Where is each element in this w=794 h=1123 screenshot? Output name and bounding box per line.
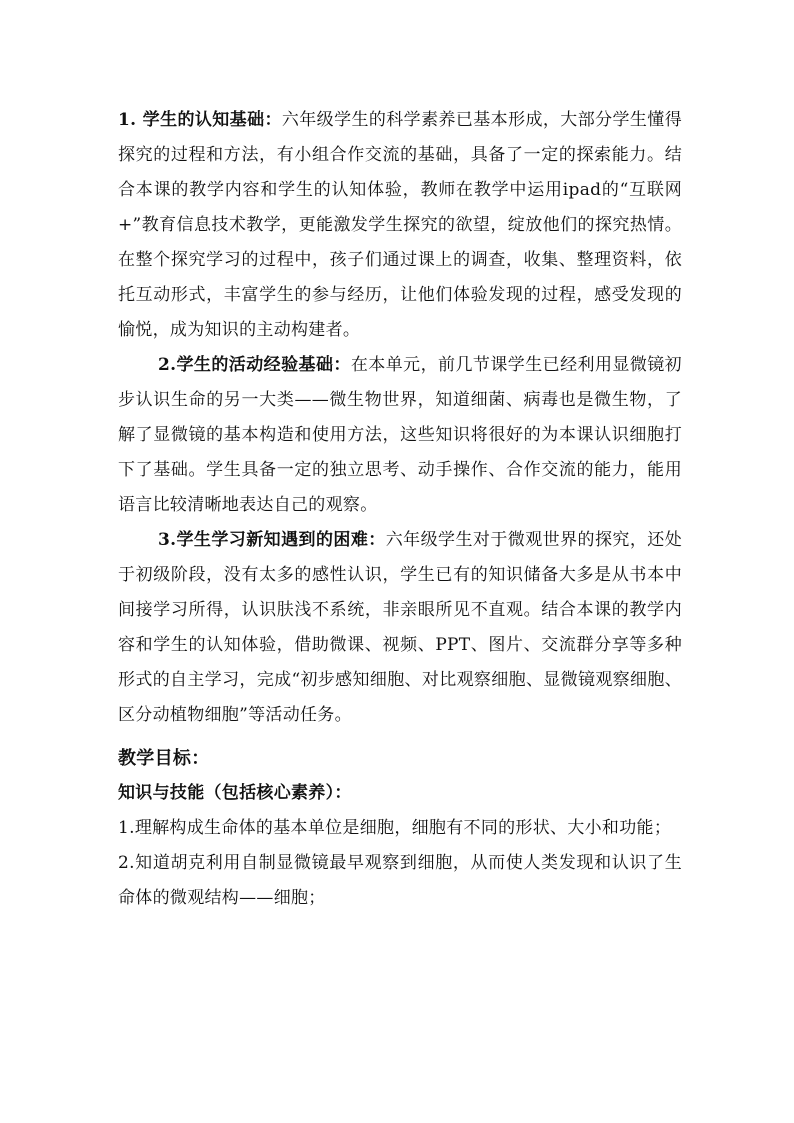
paragraph-learning-difficulties xyxy=(118,523,682,733)
paragraph-cognitive-basis xyxy=(118,103,682,348)
paragraph-label: 1. 学生的认知基础： xyxy=(118,110,282,130)
paragraph-text: 六年级学生的科学素养已基本形成，大部分学生懂得探究的过程和方法，有小组合作交流的基础，具备了一定的探索能力。结合本课的教学内容和学生的认知体验，教师在教学中运用ipad的“互联网+”教育信息技术教学，更能激发学生探究的欲望，绽放他们的探究热情。在整个探究学习的过程中，孩子们通过课上的调查，收集、整理资料，依托互动形式，丰富学生的参与经历，让他们体验发现的过程，感受发现的愉悦，成为知识的主动构建者。 xyxy=(118,110,682,340)
paragraph-label: 2.学生的活动经验基础： xyxy=(158,355,351,375)
section-heading-objectives: 教学目标： xyxy=(118,748,210,769)
subheading-knowledge-skills: 知识与技能（包括核心素养）： xyxy=(118,783,352,803)
paragraph-text: 在本单元，前几节课学生已经利用显微镜初步认识生命的另一大类——微生物世界，知道细菌、病毒也是微生物，了解了显微镜的基本构造和使用方法，这些知识将很好的为本课认识细胞打下了基础。学生具备一定的独立思考、动手操作、合作交流的能力，能用语言比较清晰地表达自己的观察。 xyxy=(118,355,682,515)
list-item: 1.理解构成生命体的基本单位是细胞，细胞有不同的形状、大小和功能； xyxy=(118,818,672,838)
list-item: 2.知道胡克利用自制显微镜最早观察到细胞，从而使人类发现和认识了生命体的微观结构——细胞； xyxy=(118,853,682,908)
paragraph-text: 六年级学生对于微观世界的探究，还处于初级阶段，没有太多的感性认识，学生已有的知识储备大多是从书本中间接学习所得，认识肤浅不系统，非亲眼所见不直观。结合本课的教学内容和学生的认知体验，借助微课、视频、PPT、图片、交流群分享等多种形式的自主学习，完成“初步感知细胞、对比观察细胞、显微镜观察细胞、区分动植物细胞”等活动任务。 xyxy=(118,530,682,725)
paragraph-label: 3.学生学习新知遇到的困难： xyxy=(158,530,386,550)
document-page xyxy=(118,103,682,916)
paragraph-activity-experience xyxy=(118,348,682,523)
